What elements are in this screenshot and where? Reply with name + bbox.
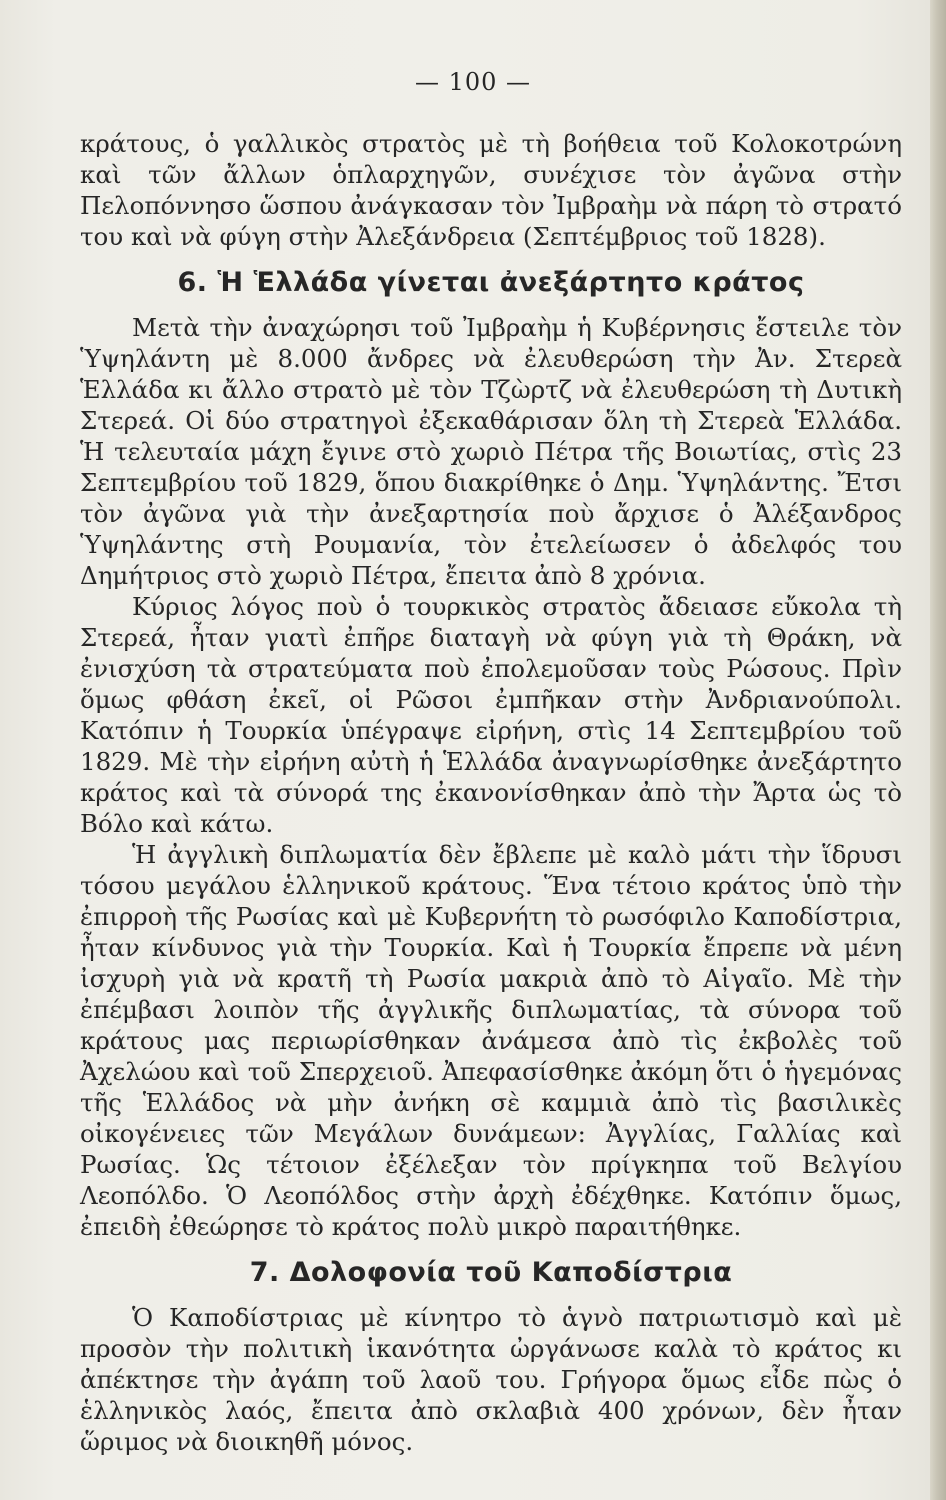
section-6-heading: 6. Ἡ Ἑλλάδα γίνεται ἀνεξάρτητο κράτος bbox=[177, 267, 805, 298]
page-number: — 100 — bbox=[414, 68, 532, 96]
section-6-paragraph-2: Κύριος λόγος ποὺ ὁ τουρκικὸς στρατὸς ἄδειασε εὔκολα τὴ Στερεά, ἦταν γιατὶ ἐπῆρε διαταγὴ νὰ φύγη γιὰ τὴ Θράκη, νὰ ἐνισχύση τὰ στρατεύματα ποὺ ἐπολεμοῦσαν τοὺς Ρώσους. Πρὶν ὅμως φθάση ἐκεῖ, οἱ Ρῶσοι ἐμπῆκαν στὴν Ἀνδριανούπολι. Κατόπιν ἡ Τουρκία ὑπέγραψε εἰρήνη, στὶς 14 Σεπτεμβρίου τοῦ 1829. Μὲ τὴν εἰρήνη αὐτὴ ἡ Ἑλλάδα ἀναγνωρίσθηκε ἀνεξάρτητο κράτος καὶ τὰ σύνορά της ἐκανονίσθηκαν ἀπὸ τὴν Ἄρτα ὡς τὸ Βόλο καὶ κάτω. bbox=[80, 592, 902, 838]
section-7-heading: 7. Δολοφονία τοῦ Καποδίστρια bbox=[249, 1257, 733, 1288]
section-6-paragraph-1: Μετὰ τὴν ἀναχώρησι τοῦ Ἰμβραὴμ ἡ Κυβέρνησις ἔστειλε τὸν Ὑψηλάντη μὲ 8.000 ἄνδρες νὰ ἐλευθερώση τὴν Ἀν. Στερεὰ Ἑλλάδα κι ἄλλο στρατὸ μὲ τὸν Τζὼρτζ νὰ ἐλευθερώση τὴ Δυτικὴ Στερεά. Οἱ δύο στρατηγοὶ ἐξεκαθάρισαν ὅλη τὴ Στερεὰ Ἑλλάδα. Ἡ τελευταία μάχη ἔγινε στὸ χωριὸ Πέτρα τῆς Βοιωτίας, στὶς 23 Σεπτεμβρίου τοῦ 1829, ὅπου διακρίθηκε ὁ Δημ. Ὑψηλάντης. Ἔτσι τὸν ἀγῶνα γιὰ τὴν ἀνεξαρτησία ποὺ ἄρχισε ὁ Ἀλέξανδρος Ὑψηλάντης στὴ Ρουμανία, τὸν ἐτελείωσεν ὁ ἀδελφός του Δημήτριος στὸ χωριὸ Πέτρα, ἔπειτα ἀπὸ 8 χρόνια. bbox=[80, 313, 902, 590]
page-edge bbox=[930, 0, 946, 1500]
section-6-paragraph-3: Ἡ ἀγγλικὴ διπλωματία δὲν ἔβλεπε μὲ καλὸ μάτι τὴν ἵδρυσι τόσου μεγάλου ἑλληνικοῦ κράτους. Ἕνα τέτοιο κράτος ὑπὸ τὴν ἐπιρροὴ τῆς Ρωσίας καὶ μὲ Κυβερνήτη τὸ ρωσόφιλο Καποδίστρια, ἦταν κίνδυνος γιὰ τὴν Τουρκία. Καὶ ἡ Τουρκία ἔπρεπε νὰ μένη ἰσχυρὴ γιὰ νὰ κρατῆ τὴ Ρωσία μακριὰ ἀπὸ τὸ Αἰγαῖο. Μὲ τὴν ἐπέμβασι λοιπὸν τῆς ἀγγλικῆς διπλωματίας, τὰ σύνορα τοῦ κράτους μας περιωρίσθηκαν ἀνάμεσα ἀπὸ τὶς ἐκβολὲς τοῦ Ἀχελώου καὶ τοῦ Σπερχειοῦ. Ἀπεφασίσθηκε ἀκόμη ὅτι ὁ ἡγεμόνας τῆς Ἑλλάδος νὰ μὴν ἀνήκη σὲ καμμιὰ ἀπὸ τὶς βασιλικὲς οἰκογένειες τῶν Μεγάλων δυνάμεων: Ἀγγλίας, Γαλλίας καὶ Ρωσίας. Ὡς τέτοιον ἐξέλεξαν τὸν πρίγκηπα τοῦ Βελγίου Λεοπόλδο. Ὁ Λεοπόλδος στὴν ἀρχὴ ἐδέχθηκε. Κατόπιν ὅμως, ἐπειδὴ ἐθεώρησε τὸ κράτος πολὺ μικρὸ παραιτήθηκε. bbox=[80, 840, 902, 1241]
page-content bbox=[80, 128, 902, 1457]
intro-paragraph: κράτους, ὁ γαλλικὸς στρατὸς μὲ τὴ βοήθεια τοῦ Κολοκοτρώνη καὶ τῶν ἄλλων ὁπλαρχηγῶν, συνέχισε τὸν ἀγῶνα στὴν Πελοπόννησο ὥσπου ἀνάγκασαν τὸν Ἰμβραὴμ νὰ πάρη τὸ στρατό του καὶ νὰ φύγη στὴν Ἀλεξάνδρεια (Σεπτέμβριος τοῦ 1828). bbox=[80, 129, 902, 251]
section-7-paragraph-1: Ὁ Καποδίστριας μὲ κίνητρο τὸ ἁγνὸ πατριωτισμὸ καὶ μὲ προσὸν τὴν πολιτικὴ ἱκανότητα ὠργάνωσε καλὰ τὸ κράτος κι ἀπέκτησε τὴν ἀγάπη τοῦ λαοῦ του. Γρήγορα ὅμως εἶδε πὼς ὁ ἑλληνικὸς λαός, ἔπειτα ἀπὸ σκλαβιὰ 400 χρόνων, δὲν ἦταν ὥριμος νὰ διοικηθῆ μόνος. bbox=[80, 1303, 902, 1456]
